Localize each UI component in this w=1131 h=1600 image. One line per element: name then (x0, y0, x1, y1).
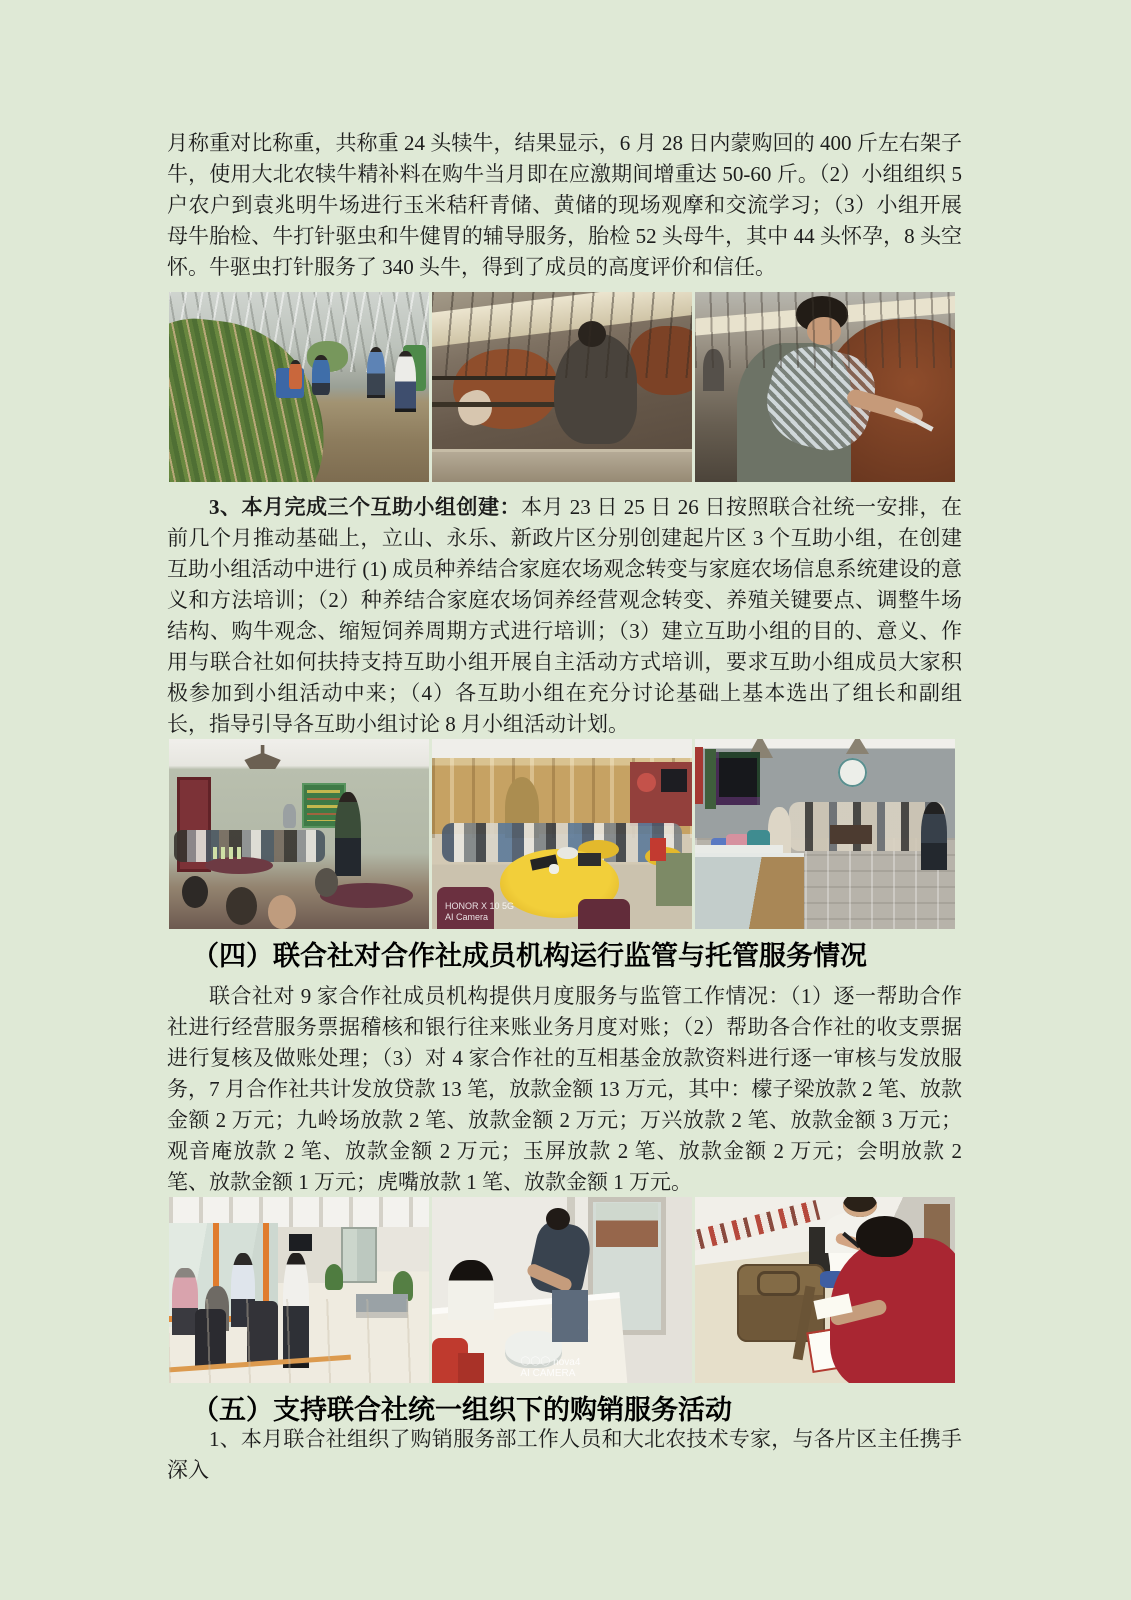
silage-pile (169, 312, 335, 482)
person-head (268, 895, 297, 929)
photo-row-1 (169, 292, 955, 482)
chandelier (244, 745, 280, 770)
camera-watermark: HONOR X 10 5G AI Camera (445, 901, 515, 923)
cup (549, 864, 559, 874)
floor-line (169, 1354, 351, 1371)
staff-figure (231, 1253, 254, 1327)
wall-tile-border (695, 1200, 820, 1253)
person-head (856, 1216, 913, 1257)
potted-plant (325, 1264, 343, 1290)
person-legs (552, 1290, 588, 1342)
photo-training-meeting-room (169, 739, 429, 929)
person-figure (205, 1286, 228, 1331)
electric-fan (283, 804, 296, 829)
red-machine (458, 1353, 484, 1383)
waiting-bench (356, 1294, 408, 1313)
person-figure (289, 360, 302, 389)
body-paragraph-section4: 联合社对 9 家合作社成员机构提供月度服务与监管工作情况：（1）逐一帮助合作社进行经营服务票据稽核和银行往来账业务月度对账；（2）帮助各合作社的收支票据进行复核及做账处理；（3）对 4 家合作社的互相基金放款资料进行逐一审核与发放服务，7 月合作社共计发放贷款 13 笔，放款金额 13 万元，其中：檬子梁放款 2 笔、放款金额 2 万元；九岭场放款 2 笔、放款金额 2 万元；万兴放款 2 笔、放款金额 3 万元；观音庵放款 2 笔、放款金额 2 万元；玉屏放款 2 笔、放款金额 2 万元；会明放款 2 笔、放款金额 1 万元；虎嘴放款 1 笔、放款金额 1 万元。 (167, 984, 962, 1194)
cow-figure (630, 326, 692, 394)
photo-banquet-hall-training (432, 739, 692, 929)
wall-tv (661, 769, 687, 792)
person-head (578, 321, 607, 348)
person-figure (312, 355, 330, 395)
person-figure (283, 1253, 309, 1368)
table-items (578, 853, 601, 866)
body-paragraph-intro: 月称重对比称重，共称重 24 头犊牛，结果显示，6 月 28 日内蒙购回的 400 斤左右架子牛，使用大北农犊牛精补料在购牛当月即在应激期间增重达 50-60 斤。（2）小组组织 5 户农户到袁兆明牛场进行玉米秸秆青储、黄储的现场观摩和交流学习；（3）小组开展母牛胎检、牛打针驱虫和牛健胃的辅导服务，胎检 52 头母牛，其中 44 头怀孕，8 头空怀。牛驱虫打针服务了 340 头牛，得到了成员的高度评价和信任。 (167, 131, 962, 279)
person-figure (921, 802, 947, 870)
section-heading-5: （五）支持联合社统一组织下的购销服务活动 (192, 1395, 732, 1425)
section3-body: 本月 23 日 25 日 26 日按照联合社统一安排，在前几个月推动基础上，立山、永乐、新政片区分别创建起片区 3 个互助小组，在创建互助小组活动中进行 (1) 成员种养结合家庭农场观念转变与家庭农场信息系统建设的意义和方法培训；（2）种养结合家庭农场饲养经营观念转变、养殖关键要点、调整牛场结构、购牛观念、缩短饲养周期方式进行培训；（3）建立互助小组的目的、意义、作用与联合社如何扶持支持互助小组开展自主活动方式培训，要求互助小组成员大家积极参加到小组活动中来；（4）各互助小组在充分讨论基础上基本选出了组长和副组长，指导引导各互助小组讨论 8 月小组活动计划。 (167, 495, 962, 736)
photo-silage-observation-barn (169, 292, 429, 482)
coffee-table (830, 825, 872, 844)
counter-strip (169, 1316, 273, 1322)
photo-desk-audit-work (695, 1197, 955, 1383)
cabinet (656, 853, 692, 906)
wall-logo-emblem (838, 758, 867, 787)
office-chair (247, 1301, 278, 1364)
briefcase-handle (757, 1271, 799, 1296)
projector (557, 847, 578, 858)
photo-row-3 (169, 1197, 955, 1383)
photo-office-reception-meeting (695, 739, 955, 929)
green-panel (705, 749, 715, 810)
flower-decoration (637, 773, 655, 792)
chandelier (846, 739, 869, 754)
seated-person (448, 1260, 495, 1320)
camera-watermark: 〇〇〇 nova4 AI CAMERA (520, 1357, 581, 1380)
red-door-edge (695, 747, 703, 804)
wall-tv (289, 1234, 312, 1251)
person-head (796, 296, 848, 332)
presenter-figure (335, 792, 361, 876)
person-face (807, 317, 841, 346)
glass-entrance (341, 1227, 377, 1283)
photo-row-2 (169, 739, 955, 929)
person-head (182, 876, 208, 908)
photo-document-signing-visit (432, 1197, 692, 1383)
feed-trough (432, 452, 692, 482)
person-figure (703, 349, 724, 391)
meeting-table (205, 857, 273, 874)
display-cabinet (695, 853, 804, 929)
section3-lead: 3、本月完成三个互助小组创建： (209, 495, 521, 519)
wall-tv (716, 752, 760, 805)
red-box (650, 838, 666, 861)
office-chair (195, 1309, 226, 1369)
body-paragraph-section3 (167, 492, 962, 740)
section-heading-4: （四）联合社对合作社成员机构运行监管与托管服务情况 (192, 941, 867, 971)
person-figure (395, 351, 416, 412)
chair (578, 899, 630, 929)
person-figure (367, 347, 385, 398)
photo-cattle-pen-guidance (432, 292, 692, 482)
photo-cow-injection-service (695, 292, 955, 482)
photo-bank-service-hall (169, 1197, 429, 1383)
water-bottles (213, 847, 242, 858)
outdoor-roof-view (596, 1203, 658, 1248)
person-head (226, 887, 257, 925)
person-figure (172, 1268, 198, 1335)
person-figure (554, 334, 637, 444)
person-head (315, 868, 338, 897)
body-paragraph-section5: 1、本月联合社组织了购销服务部工作人员和大北农技术专家，与各片区主任携手深入 (167, 1427, 962, 1482)
